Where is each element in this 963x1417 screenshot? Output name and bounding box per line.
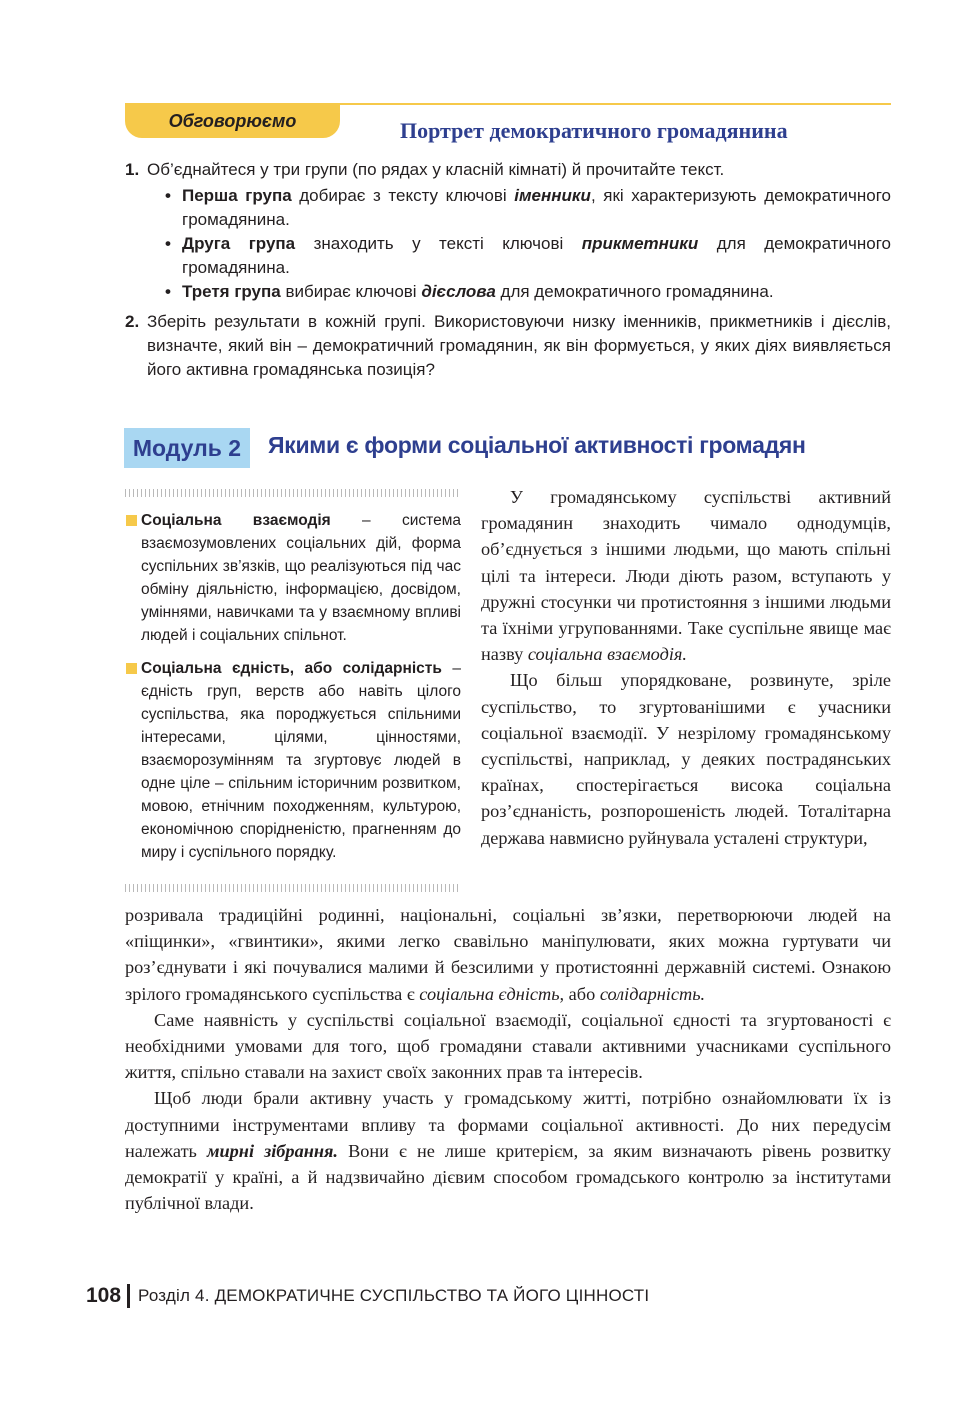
discuss-label: Обговорюємо bbox=[125, 104, 340, 138]
bullet-icon: • bbox=[165, 186, 171, 205]
group-name: Друга група bbox=[182, 234, 296, 253]
paragraph-continuation bbox=[125, 902, 891, 1007]
square-bullet-icon bbox=[126, 515, 137, 526]
keyword: дієслова bbox=[421, 282, 496, 301]
task-list bbox=[125, 158, 891, 382]
paragraph-text: У громадянському суспільстві активний громадянин знаходить чимало однодумців, об’єднується з іншими людьми, що мають спільні цілі та інтереси. Люди діють разом, вступають у дружні стосунки чи протистояння з іншими людьми та їхніми угрупованнями. Таке суспільне явище має назву bbox=[481, 487, 891, 665]
square-bullet-icon bbox=[126, 663, 137, 674]
paragraph-text: розривала традиційні родинні, національні, соціальні зв’язки, перетворюючи людей на «піщинки», «гвинтики», якими легко свавільно маніпулювати, яких можна гуртувати чи роз’єднувати і які почувалися малими й безсилими у протистоянні державній системі. Ознакою зрілого громадянського суспільства є bbox=[125, 905, 891, 1004]
glossary-definition: – єдність груп, верств або навіть цілого суспільства, яка породжується спільними інтересами, цілями, цінностями, взаєморозумінням та згуртовує людей в одне ціле – спільним історичним розвитком, мовою, етнічним походженням, культурою, економічною спорідненістю, прагненням до миру і суспільного порядку. bbox=[141, 660, 461, 861]
task-text: Зберіть результати в кожній групі. Використовуючи низку іменників, прикметників і дієслів, визначте, який він – демократичний громадянин, як він формується, у яких діях виявляється його активна громадянська позиція? bbox=[147, 312, 891, 379]
task-text: Об’єднайтеся у три групи (по рядах у класній кімнаті) й прочитайте текст. bbox=[147, 160, 725, 179]
paragraph: Саме наявність у суспільстві соціальної взаємодії, соціальної єдності та згуртованості є необхідними умовами для того, щоб громадяни ставали активними учасниками суспільного життя, спільно ставали на захист своїх законних прав та інтересів. bbox=[125, 1009, 891, 1083]
bullet-item bbox=[147, 280, 891, 304]
emphasized-term: соціальна єдність, bbox=[419, 983, 565, 1004]
module-badge: Модуль 2 bbox=[124, 428, 250, 468]
bullet-item bbox=[147, 184, 891, 232]
emphasized-term: соціальна взаємодія. bbox=[527, 644, 687, 665]
bullet-list bbox=[147, 184, 891, 304]
body-full-width bbox=[125, 902, 891, 1216]
section-title: Розділ 4. ДЕМОКРАТИЧНЕ СУСПІЛЬСТВО ТА ЙОГО ЦІННОСТІ bbox=[138, 1286, 650, 1305]
bullet-text: , які характеризують демократичного громадянина. bbox=[182, 186, 891, 229]
emphasized-term: мирні зібрання. bbox=[206, 1140, 338, 1161]
paragraph bbox=[125, 1085, 891, 1216]
discuss-title: Портрет демократичного громадянина bbox=[400, 118, 788, 143]
keyword: іменники bbox=[514, 186, 591, 205]
glossary-bottom-divider bbox=[125, 884, 461, 892]
task-number: 2. bbox=[125, 312, 140, 331]
paragraph bbox=[481, 667, 891, 850]
glossary-definition: – система взаємозумовлених соціальних дій, форма суспільних зв’язків, що реалізуються під час обміну діяльністю, інформацією, досвідом, уміннями, навичками та у взаємному впливі людей і соціальних спільнот. bbox=[141, 512, 461, 644]
emphasized-term: солідарність. bbox=[599, 983, 706, 1004]
bullet-text: вибирає ключові bbox=[280, 282, 422, 301]
body-column-right bbox=[481, 484, 891, 851]
paragraph-text: Вони є не лише критерієм, за яким визначають рівень розвитку демократії у країні, а й надзвичайно дієвим способом громадського контролю за інститутами публічної влади. bbox=[125, 1140, 891, 1214]
page-number: 108 bbox=[86, 1284, 122, 1307]
paragraph-text: або bbox=[564, 983, 600, 1004]
task-item bbox=[125, 310, 891, 382]
paragraph bbox=[481, 484, 891, 667]
bullet-text: знаходить у тексті ключові bbox=[295, 234, 582, 253]
glossary-sidebar bbox=[125, 509, 461, 864]
task-number: 1. bbox=[125, 160, 140, 179]
bullet-text: для демократичного громадянина. bbox=[495, 282, 774, 301]
paragraph-text: Що більш упорядковане, розвинуте, зріле суспільство, то згуртованішими є учасники соціальної взаємодії. У незрілому громадянському суспільстві, наприклад, у деяких пострадянських країнах, спостерігається висока соціальна роз’єднаність, розпорошеність людей. Тоталітарна держава навмисно руйнувала усталені структури, bbox=[481, 670, 891, 848]
glossary-top-divider bbox=[125, 489, 461, 497]
glossary-item bbox=[125, 509, 461, 647]
glossary-term: Соціальна єдність, або солідарність bbox=[141, 660, 442, 677]
bullet-item bbox=[147, 232, 891, 280]
glossary-term: Соціальна взаємодія bbox=[141, 512, 331, 529]
paragraph-text: Щоб люди брали активну участь у громадському житті, потрібно ознайомлювати їх із доступними інструментами впливу та формами соціальної активності. До них передусім належать bbox=[125, 1088, 891, 1161]
task-item bbox=[125, 158, 891, 304]
glossary-item bbox=[125, 657, 461, 864]
group-name: Третя група bbox=[182, 282, 281, 301]
keyword: прикметники bbox=[581, 234, 699, 253]
bullet-icon: • bbox=[165, 282, 171, 301]
bullet-text: для демократичного громадянина. bbox=[182, 234, 891, 277]
bullet-text: добирає з тексту ключові bbox=[291, 186, 515, 205]
group-name: Перша група bbox=[182, 186, 292, 205]
module-title: Якими є форми соціальної активності громадян bbox=[268, 432, 806, 458]
footer-divider bbox=[127, 1284, 130, 1308]
page-footer bbox=[86, 1284, 649, 1308]
bullet-icon: • bbox=[165, 234, 171, 253]
